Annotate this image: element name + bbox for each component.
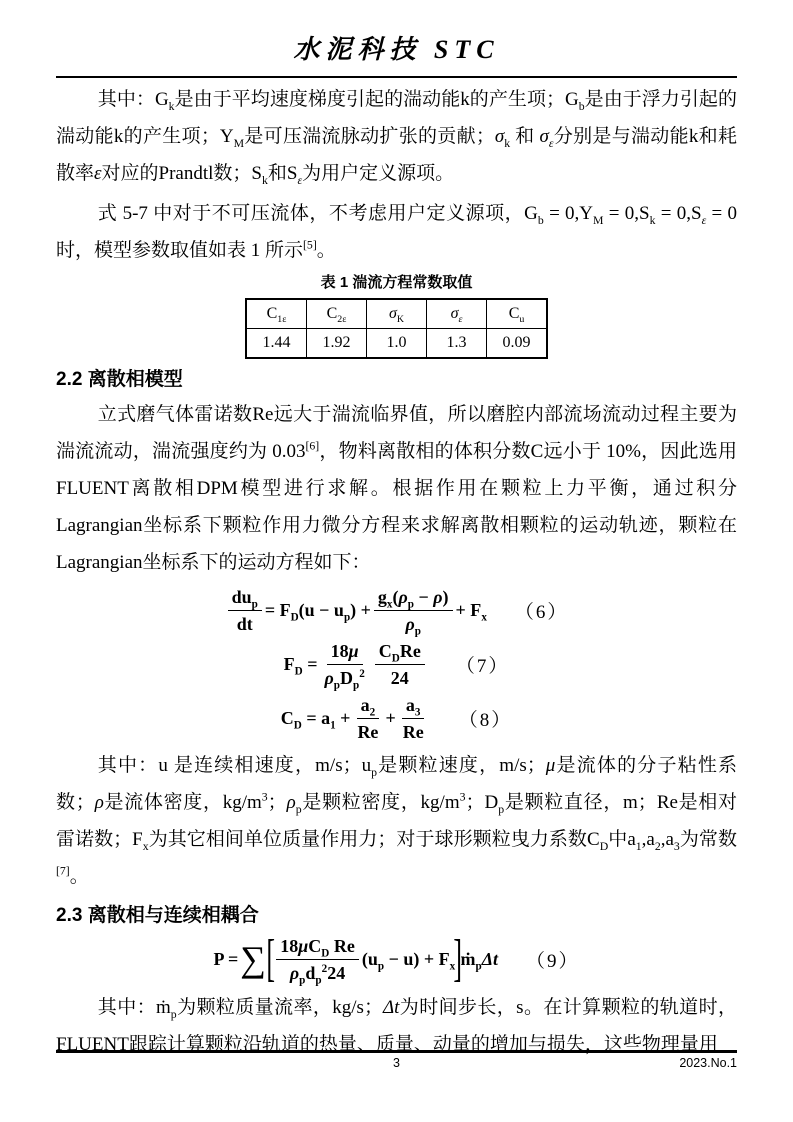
paragraph-term-definitions: 其中：$G_k$是由于平均速度梯度引起的湍动能k的产生项；$G_b$是由于浮力引起的湍动能k的产生项；$Y_M$是可压湍流脉动扩张的贡献；$\sigma_k$ 和 $\sigma_\varepsilon$分别是与湍动能k和耗散率ε对应的Prandtl数；$S_k$和$S_\varepsilon$为用户定义源项。 — [56, 89, 737, 187]
equation-number-9: （9） — [526, 950, 580, 972]
table-header-cell-cu: $C_u$ — [487, 299, 548, 329]
journal-title: 水泥科技 STC — [293, 35, 500, 64]
table-value-cell: 1.44 — [246, 329, 307, 359]
equation-body: + $F_x$ — [455, 599, 487, 624]
paragraph-symbol-definitions: 其中：u 是连续相速度，m/s；$u_p$是颗粒速度，m/s；μ是流体的分子粘性系数；ρ是流体密度，$kg/m^3$；$\rho_p$是颗粒密度，$kg/m^3$；$D_p$是颗粒直径，m；Re是相对雷诺数；$F_x$为其它相间单位质量作用力；对于球形颗粒曳力系数$C_D$中$a_1,a_2,a_3$为常数[7]。 — [56, 755, 738, 887]
equation-number-7: （7） — [455, 655, 510, 677]
footer-rule — [56, 1050, 737, 1053]
table-value-cell: 1.3 — [427, 329, 487, 359]
fraction: $\frac{C_DRe}{24}$ — [375, 639, 425, 689]
constants-table — [245, 298, 548, 359]
left-bracket: [ — [266, 930, 275, 987]
table-header-cell-c1e: $C_{1\varepsilon}$ — [246, 299, 307, 329]
fraction: $\frac{a_2}{Re}$ — [357, 695, 379, 742]
table-caption: 表 1 湍流方程常数取值 — [320, 274, 473, 291]
right-bracket: ] — [453, 930, 463, 987]
issue-number: 2023.No.1 — [679, 1056, 737, 1070]
equation-body: P = — [213, 948, 239, 969]
equation-body: $(u_p - u) + F_x$ — [361, 948, 456, 973]
table-value-cell: 0.09 — [487, 329, 548, 359]
section-heading-2-3: 2.3 离散相与连续相耦合 — [56, 905, 259, 926]
equation-body: + — [385, 707, 396, 728]
page-number: 3 — [393, 1056, 400, 1070]
fraction: $\frac{du_p}{dt}$ — [228, 585, 262, 635]
equation-number-6: （6） — [514, 601, 569, 623]
section-heading-2-2: 2.2 离散相模型 — [56, 369, 183, 390]
equation-8 — [56, 693, 737, 743]
header-rule — [56, 76, 737, 78]
page-footer — [56, 1056, 737, 1078]
table-value-cell: 1.0 — [367, 329, 427, 359]
table-header-cell-sigma-e: $\sigma_\varepsilon$ — [427, 299, 487, 329]
equation-body: ṁ$_p$Δt — [460, 948, 498, 973]
table-header-row — [246, 299, 547, 329]
summation-symbol: ∑ — [240, 939, 266, 979]
table-value-row — [246, 329, 547, 359]
fraction: $\frac{18\mu}{\rho_pD_p^2}$ — [324, 641, 365, 692]
equation-body: $C_D = a_1$ + — [280, 707, 351, 732]
paragraph-mass-flow-rate: 其中：ṁ$_p$为颗粒质量流率，kg/s；Δt为时间步长，s。在计算颗粒的轨道时，FLUENT跟踪计算颗粒沿轨道的热量、质量、动量的增加与损失，这些物理量用 — [56, 997, 737, 1055]
equation-body: $F_D$ = — [283, 653, 318, 678]
equation-9 — [56, 930, 737, 987]
paragraph-dpm-model: 立式磨气体雷诺数Re远大于湍流临界值，所以磨腔内部流场流动过程主要为湍流流动，湍流强度约为 0.03[6]，物料离散相的体积分数C远小于 10%，因此选用FLUENT离散相DPM模型进行求解。根据作用在颗粒上力平衡，通过积分Lagrangian坐标系下颗粒作用力微分方程来求解离散相颗粒的运动轨迹，颗粒在Lagrangian坐标系下的运动方程如下： — [56, 404, 737, 573]
table-header-cell-sigma-k: $\sigma_K$ — [367, 299, 427, 329]
fraction: $\frac{18\mu C_D Re}{\rho_pd_p^224}$ — [276, 934, 359, 984]
table-value-cell: 1.92 — [307, 329, 367, 359]
table-header-cell-c2e: $C_{2\varepsilon}$ — [307, 299, 367, 329]
fraction: $\frac{g_x(\rho_p - \rho)}{\rho_p}$ — [374, 585, 453, 635]
equation-number-8: （8） — [458, 709, 513, 731]
equation-body: = $F_D(u - u_p)$ + — [264, 599, 371, 624]
equation-6 — [56, 585, 737, 638]
paragraph-incompressible-note: 式 5-7 中对于不可压流体，不考虑用户定义源项，$G_b = 0,Y_M = 0,S_k = 0,S_\varepsilon = 0$ 时，模型参数取值如表 1 所示[5]。 — [56, 203, 737, 261]
fraction: $\frac{a_3}{Re}$ — [402, 695, 424, 742]
equation-7 — [56, 639, 737, 692]
